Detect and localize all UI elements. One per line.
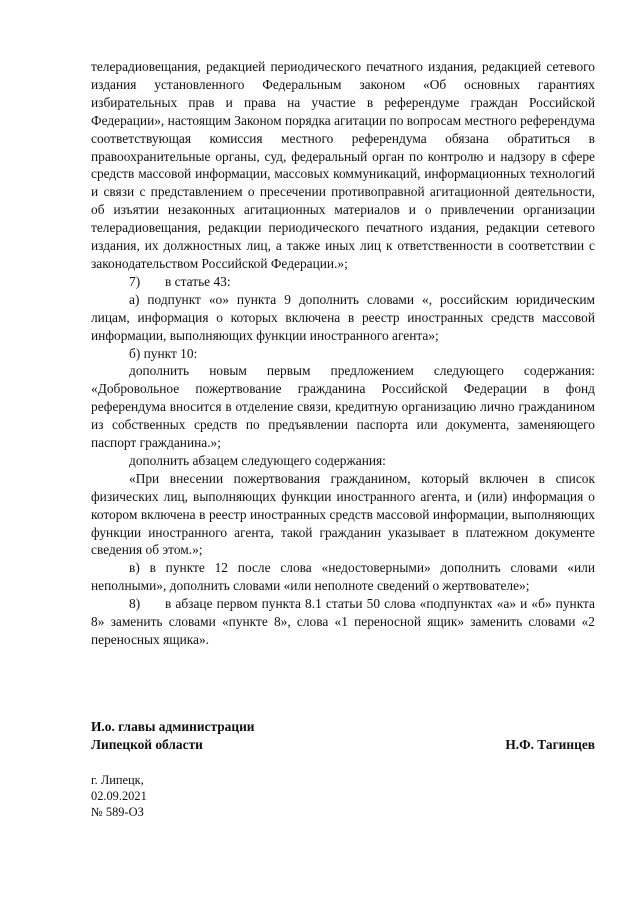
signature-position-line1: И.о. главы администрации — [91, 719, 255, 734]
subitem-v: в) в пункте 12 после слова «недостоверными» дополнить словами «или неполными», дополнить словами «или неполноте сведений о жертвователе»; — [91, 560, 595, 594]
item-8-text: в абзаце первом пункта 8.1 статьи 50 слова «подпунктах «а» и «б» пункта 8» заменить словами «пункте 8», слова «1 переносной ящик» заменить словами «2 переносных ящика». — [91, 596, 595, 647]
subitem-b: б) пункт 10: — [129, 345, 198, 361]
paragraph-intro: телерадиовещания, редакцией периодического печатного издания, редакцией сетевого издания установленного Федеральным законом «Об основных гарантиях избирательных прав и права на участие в референдуме граждан Российской Федерации», настоящим Законом порядка агитации по вопросам местного референдума соответствующая комиссия местного референдума обязана обратиться в правоохранительные органы, суд, федеральный орган по контролю и надзору в сфере средств массовой информации, массовых коммуникаций, информационных технологий и связи с представлением о пресечении противоправной агитационной деятельности, об изъятии незаконных агитационных материалов и о привлечении организации телерадиовещания, редакции периодического печатного издания, редакции сетевого издания, их должностных лиц, а также иных лиц к ответственности в соответствии с законодательством Российской Федерации.»; — [91, 59, 595, 271]
item-8 — [91, 595, 595, 649]
signature-position-line2: Липецкой области — [91, 737, 203, 752]
signature-row — [91, 736, 595, 754]
item-7 — [91, 273, 595, 291]
signature-name: Н.Ф. Тагинцев — [505, 737, 595, 752]
paragraph-quote: «При внесении пожертвования гражданином, который включен в список физических лиц, выполняющих функции иностранного агента, и (или) информация о котором включена в реестр иностранных средств массовой информации, выполняющих функции иностранного агента, такой гражданин указывает в платежном документе сведения об этом.»; — [91, 470, 595, 558]
document-meta — [91, 772, 147, 820]
meta-city: г. Липецк, — [91, 773, 144, 787]
subitem-a: а) подпункт «о» пункта 9 дополнить словами «, российским юридическим лицам, информация о которых включена в реестр иностранных средств массовой информации, выполняющих функции иностранного агента»; — [91, 291, 595, 343]
paragraph-add-para: дополнить абзацем следующего содержания: — [129, 452, 386, 468]
meta-number: № 589-ОЗ — [91, 805, 144, 819]
meta-date: 02.09.2021 — [91, 789, 147, 803]
signature-block — [91, 718, 595, 754]
item-7-number: 7) — [129, 273, 141, 289]
document-body — [91, 58, 595, 649]
paragraph-first-sentence: дополнить новым первым предложением следующего содержания: «Добровольное пожертвование гражданина Российской Федерации в фонд референдума вносится в отделение связи, кредитную организацию лично гражданином из собственных средств по предъявлении паспорта или документа, заменяющего паспорт гражданина.»; — [91, 363, 595, 451]
item-8-number: 8) — [129, 596, 141, 612]
item-7-text: в статье 43: — [165, 273, 231, 289]
